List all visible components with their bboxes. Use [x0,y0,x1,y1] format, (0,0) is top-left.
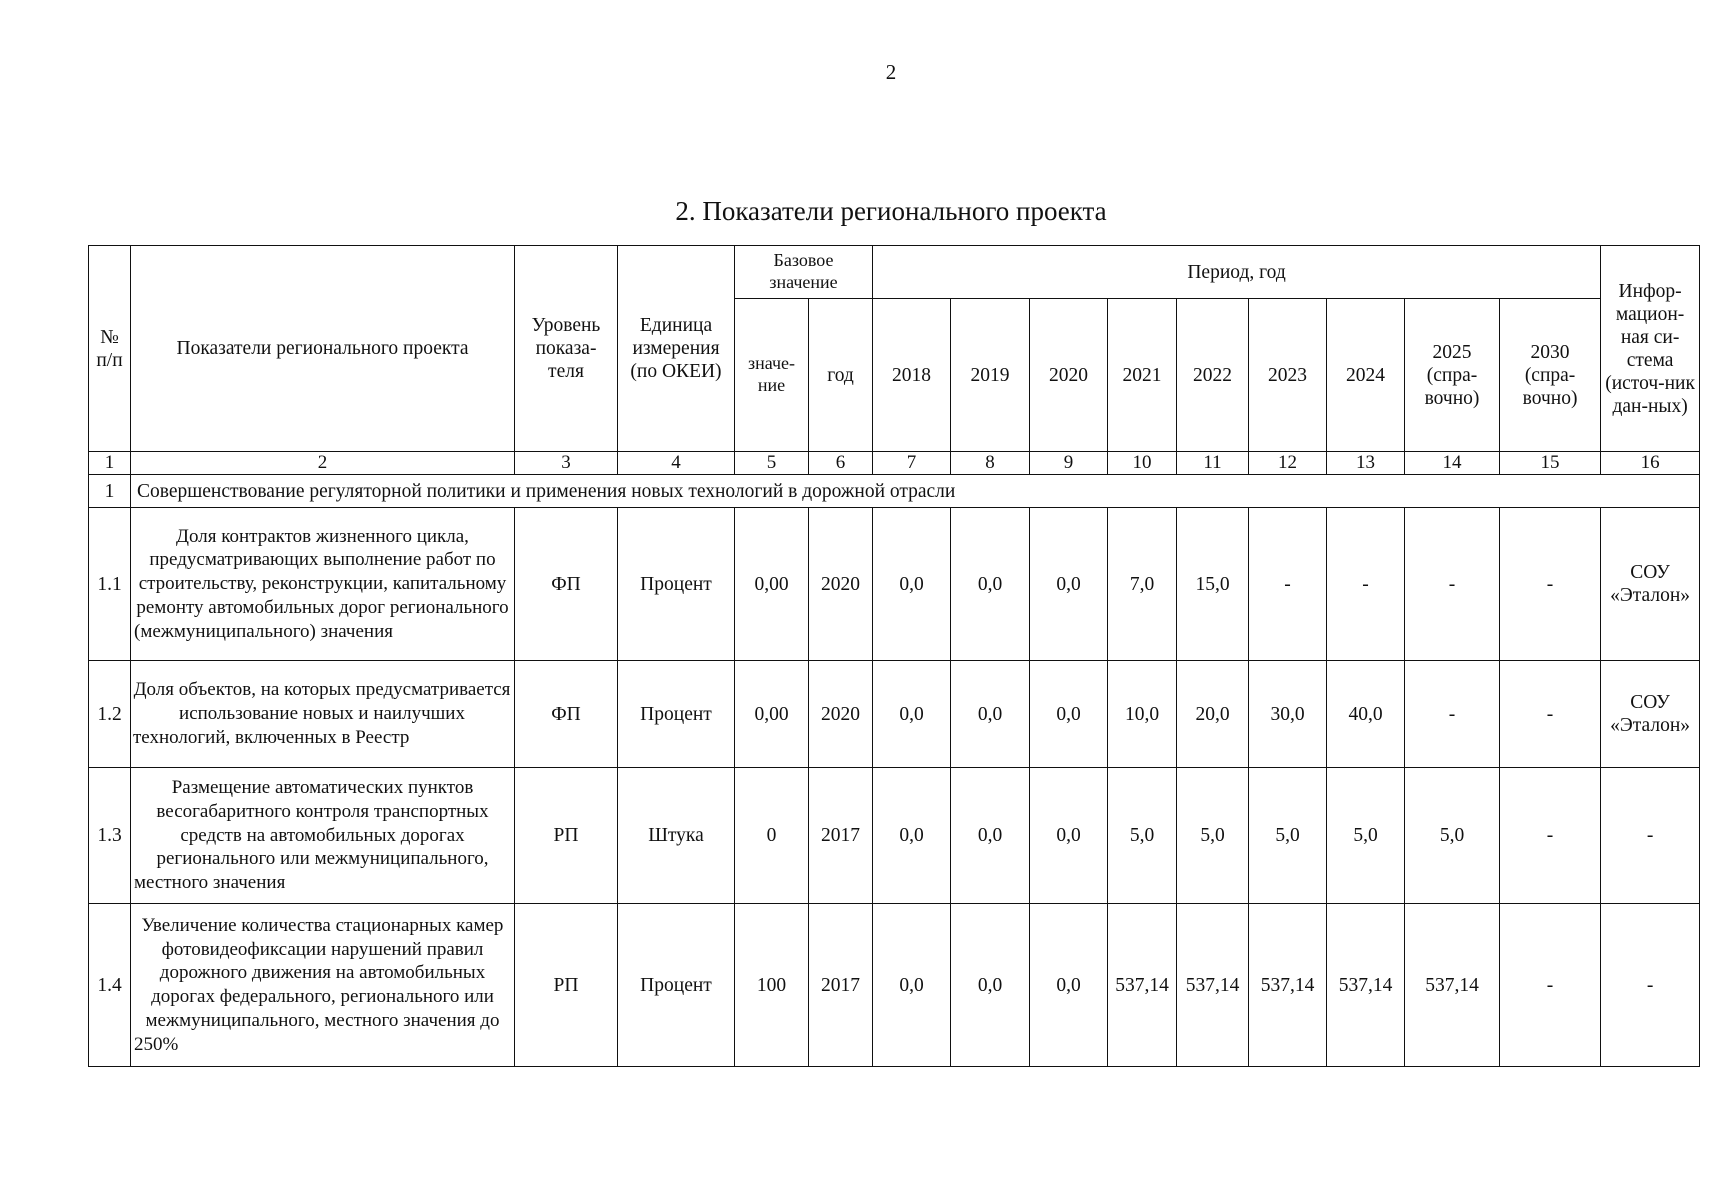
value-2022: 537,14 [1177,904,1249,1067]
value-2025: - [1405,508,1500,661]
base-value: 0,00 [735,508,809,661]
base-value: 0,00 [735,661,809,768]
indicator-name: Размещение автоматических пунктов весогабаритного контроля транспортных средств на автомобильных дорогах регионального или межмуниципального, местного значения [131,768,515,904]
header-base-group: Базовое значение [735,246,873,299]
value-2024: - [1327,508,1405,661]
column-number: 6 [809,452,873,475]
column-number: 10 [1108,452,1177,475]
indicator-name: Доля контрактов жизненного цикла, предусматривающих выполнение работ по строительству, реконструкции, капитальному ремонту автомобильных дорог регионального (межмуниципального) значения [131,508,515,661]
header-year-2024: 2024 [1327,299,1405,452]
value-2021: 5,0 [1108,768,1177,904]
column-number: 2 [131,452,515,475]
header-year-2023: 2023 [1249,299,1327,452]
header-info-system: Инфор-мацион-ная си-стема (источ-ник дан-ных) [1601,246,1700,452]
document-title: 2. Показатели регионального проекта [675,196,1107,226]
base-year: 2017 [809,904,873,1067]
base-value: 100 [735,904,809,1067]
header-base-value: значе-ние [735,299,809,452]
info-system: СОУ «Эталон» [1601,508,1700,661]
page-number: 2 [885,60,897,84]
indicator-level: РП [515,768,618,904]
column-number: 12 [1249,452,1327,475]
value-2020: 0,0 [1030,768,1108,904]
indicator-unit: Процент [618,661,735,768]
value-2018: 0,0 [873,661,951,768]
value-2018: 0,0 [873,904,951,1067]
header-year-2025: 2025 (спра-вочно) [1405,299,1500,452]
indicator-unit: Процент [618,904,735,1067]
value-2025: - [1405,661,1500,768]
indicator-name: Увеличение количества стационарных камер фотовидеофиксации нарушений правил дорожного движения на автомобильных дорогах федерального, регионального или межмуниципального, местного значения до 250% [131,904,515,1067]
row-num: 1.3 [89,768,131,904]
info-system: - [1601,768,1700,904]
value-2019: 0,0 [951,768,1030,904]
info-system: - [1601,904,1700,1067]
header-row-main [89,246,1700,299]
value-2019: 0,0 [951,661,1030,768]
indicator-unit: Штука [618,768,735,904]
header-year-2021: 2021 [1108,299,1177,452]
table-row [89,904,1700,1067]
indicator-unit: Процент [618,508,735,661]
value-2020: 0,0 [1030,904,1108,1067]
indicator-level: ФП [515,508,618,661]
value-2023: 537,14 [1249,904,1327,1067]
base-year: 2017 [809,768,873,904]
column-number: 14 [1405,452,1500,475]
column-number: 8 [951,452,1030,475]
header-period-group: Период, год [873,246,1601,299]
header-year-2030: 2030 (спра-вочно) [1500,299,1601,452]
base-year: 2020 [809,508,873,661]
column-numbers-row [89,452,1700,475]
header-name: Показатели регионального проекта [131,246,515,452]
value-2021: 7,0 [1108,508,1177,661]
value-2030: - [1500,768,1601,904]
row-num: 1.4 [89,904,131,1067]
column-number: 16 [1601,452,1700,475]
column-number: 13 [1327,452,1405,475]
value-2022: 5,0 [1177,768,1249,904]
header-year-2022: 2022 [1177,299,1249,452]
value-2030: - [1500,661,1601,768]
column-number: 4 [618,452,735,475]
value-2023: - [1249,508,1327,661]
base-year: 2020 [809,661,873,768]
indicator-level: ФП [515,661,618,768]
value-2025: 5,0 [1405,768,1500,904]
value-2030: - [1500,508,1601,661]
value-2024: 40,0 [1327,661,1405,768]
indicators-table [88,245,1700,1067]
header-year-2018: 2018 [873,299,951,452]
value-2020: 0,0 [1030,508,1108,661]
column-number: 3 [515,452,618,475]
column-number: 5 [735,452,809,475]
header-num: № п/п [89,246,131,452]
value-2025: 537,14 [1405,904,1500,1067]
value-2021: 10,0 [1108,661,1177,768]
column-number: 9 [1030,452,1108,475]
header-year-2020: 2020 [1030,299,1108,452]
value-2019: 0,0 [951,508,1030,661]
value-2020: 0,0 [1030,661,1108,768]
section-num: 1 [89,475,131,508]
row-num: 1.1 [89,508,131,661]
column-number: 11 [1177,452,1249,475]
value-2023: 30,0 [1249,661,1327,768]
column-number: 1 [89,452,131,475]
section-title: Совершенствование регуляторной политики и применения новых технологий в дорожной отрасли [131,475,1700,508]
value-2018: 0,0 [873,768,951,904]
indicator-level: РП [515,904,618,1067]
row-num: 1.2 [89,661,131,768]
value-2019: 0,0 [951,904,1030,1067]
base-value: 0 [735,768,809,904]
value-2030: - [1500,904,1601,1067]
value-2021: 537,14 [1108,904,1177,1067]
header-level: Уровень показа-теля [515,246,618,452]
header-unit: Единица измерения (по ОКЕИ) [618,246,735,452]
info-system: СОУ «Эталон» [1601,661,1700,768]
value-2022: 15,0 [1177,508,1249,661]
value-2018: 0,0 [873,508,951,661]
header-base-year: год [809,299,873,452]
table-row [89,508,1700,661]
section-row [89,475,1700,508]
value-2024: 5,0 [1327,768,1405,904]
column-number: 7 [873,452,951,475]
value-2023: 5,0 [1249,768,1327,904]
value-2022: 20,0 [1177,661,1249,768]
table-row [89,661,1700,768]
header-year-2019: 2019 [951,299,1030,452]
value-2024: 537,14 [1327,904,1405,1067]
indicator-name: Доля объектов, на которых предусматривается использование новых и наилучших технологий, включенных в Реестр [131,661,515,768]
column-number: 15 [1500,452,1601,475]
table-row [89,768,1700,904]
